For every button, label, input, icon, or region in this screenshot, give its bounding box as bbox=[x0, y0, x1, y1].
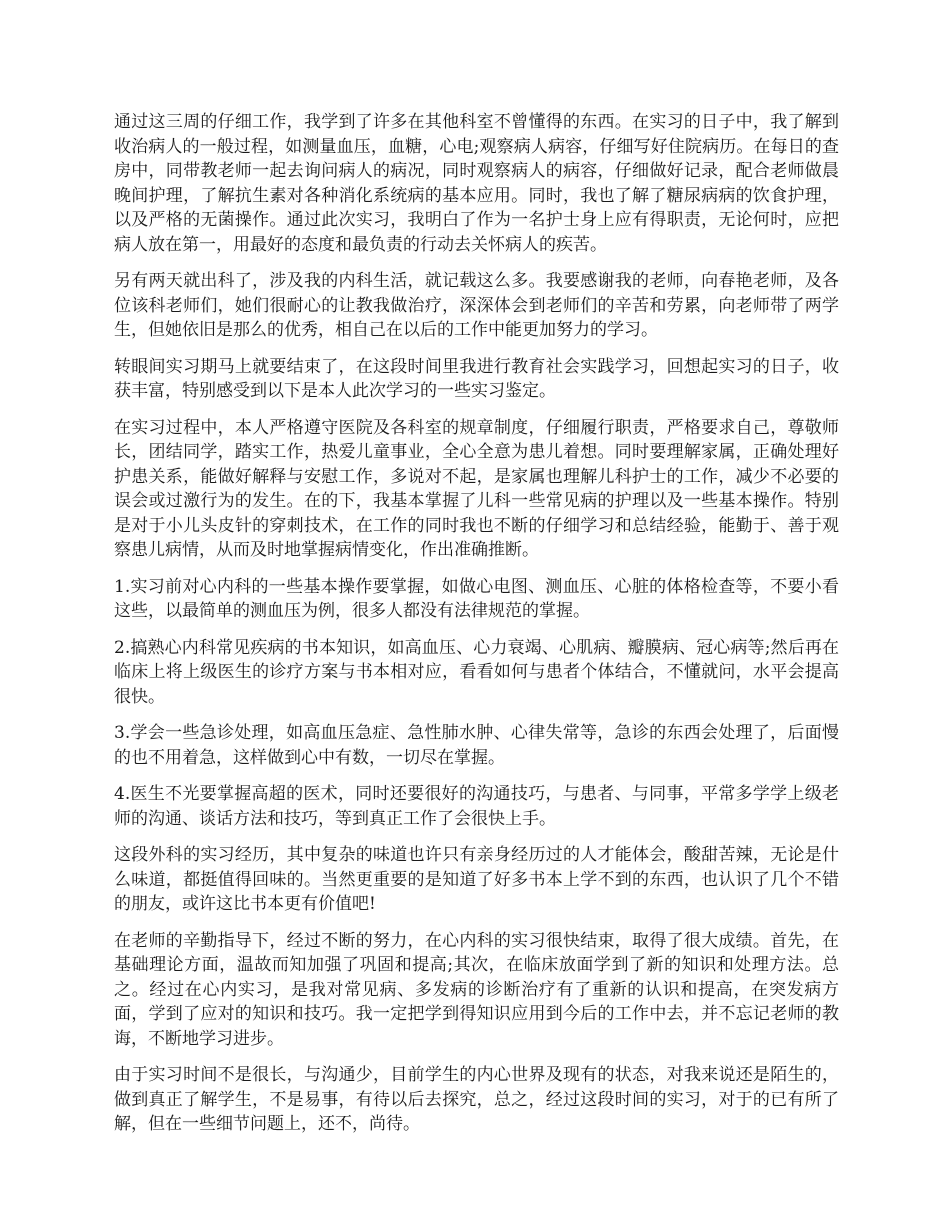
list-item-4: 4.医生不光要掌握高超的医术，同时还要很好的沟通技巧，与患者、与同事，平常多学学上级老师的沟通、谈话方法和技巧，等到真正工作了会很快上手。 bbox=[114, 784, 839, 829]
paragraph-3: 转眼间实习期马上就要结束了，在这段时间里我进行教育社会实践学习，回想起实习的日子，收获丰富，特别感受到以下是本人此次学习的一些实习鉴定。 bbox=[114, 356, 839, 401]
document-body bbox=[114, 110, 839, 1149]
paragraph-6: 在老师的辛勤指导下，经过不断的努力，在心内科的实习很快结束，取得了很大成绩。首先，在基础理论方面，温故而知加强了巩固和提高;其次，在临床放面学到了新的知识和处理方法。总之。经过在心内实习，是我对常见病、多发病的诊断治疗有了重新的认识和提高，在突发病方面，学到了应对的知识和技巧。我一定把学到得知识应用到今后的工作中去，并不忘记老师的教诲，不断地学习进步。 bbox=[114, 930, 839, 1049]
list-item-3: 3.学会一些急诊处理，如高血压急症、急性肺水肿、心律失常等，急诊的东西会处理了，后面慢的也不用着急，这样做到心中有数，一切尽在掌握。 bbox=[114, 723, 839, 768]
list-item-2: 2.搞熟心内科常见疾病的书本知识，如高血压、心力衰竭、心肌病、瓣膜病、冠心病等;然后再在临床上将上级医生的诊疗方案与书本相对应，看看如何与患者个体结合，不懂就问，水平会提高很快。 bbox=[114, 637, 839, 707]
list-item-1: 1.实习前对心内科的一些基本操作要掌握，如做心电图、测血压、心脏的体格检查等，不要小看这些，以最简单的测血压为例，很多人都没有法律规范的掌握。 bbox=[114, 576, 839, 621]
paragraph-5: 这段外科的实习经历，其中复杂的味道也许只有亲身经历过的人才能体会，酸甜苦辣，无论是什么味道，都挺值得回味的。当然更重要的是知道了好多书本上学不到的东西，也认识了几个不错的朋友，或许这比书本更有价值吧! bbox=[114, 845, 839, 914]
paragraph-7: 由于实习时间不是很长，与沟通少，目前学生的内心世界及现有的状态，对我来说还是陌生的，做到真正了解学生，不是易事，有待以后去探究，总之，经过这段时间的实习，对于的已有所了解，但在一些细节问题上，还不，尚待。 bbox=[114, 1065, 839, 1134]
paragraph-2: 另有两天就出科了，涉及我的内科生活，就记载这么多。我要感谢我的老师，向春艳老师，及各位该科老师们，她们很耐心的让教我做治疗，深深体会到老师们的辛苦和劳累，向老师带了两学生，但她依旧是那么的优秀，相自己在以后的工作中能更加努力的学习。 bbox=[114, 271, 839, 340]
paragraph-1: 通过这三周的仔细工作，我学到了许多在其他科室不曾懂得的东西。在实习的日子中，我了解到收治病人的一般过程，如测量血压，血糖，心电;观察病人病容，仔细写好住院病历。在每日的查房中，同带教老师一起去询问病人的病况，同时观察病人的病容，仔细做好记录，配合老师做晨晚间护理，了解抗生素对各种消化系统病的基本应用。同时，我也了解了糖尿病病的饮食护理，以及严格的无菌操作。通过此次实习，我明白了作为一名护士身上应有得职责，无论何时，应把病人放在第一，用最好的态度和最负责的行动去关怀病人的疾苦。 bbox=[114, 112, 839, 255]
paragraph-4: 在实习过程中，本人严格遵守医院及各科室的规章制度，仔细履行职责，严格要求自己，尊敬师长，团结同学，踏实工作，热爱儿童事业，全心全意为患儿着想。同时要理解家属，正确处理好护患关系，能做好解释与安慰工作，多说对不起，是家属也理解儿科护士的工作，减少不必要的误会或过激行为的发生。在的下，我基本掌握了儿科一些常见病的护理以及一些基本操作。特别是对于小儿头皮针的穿刺技术，在工作的同时我也不断的仔细学习和总结经验，能勤于、善于观察患儿病情，从而及时地掌握病情变化，作出准确推断。 bbox=[114, 417, 839, 560]
